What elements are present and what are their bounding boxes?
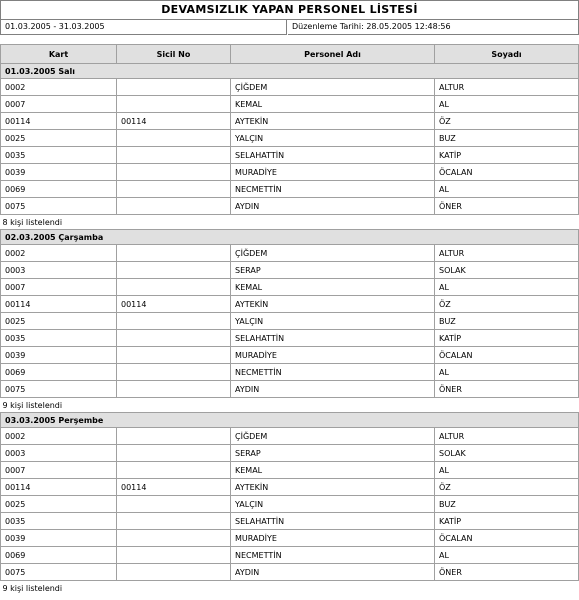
- table-row: [1, 96, 579, 113]
- table-row: [1, 462, 579, 479]
- cell-kart: 0069: [1, 547, 117, 564]
- cell-soyad: AL: [435, 96, 579, 113]
- cell-soyad: ÖZ: [435, 113, 579, 130]
- column-header-kart: Kart: [1, 45, 117, 64]
- cell-soyad: SOLAK: [435, 445, 579, 462]
- cell-kart: 0007: [1, 96, 117, 113]
- cell-ad: KEMAL: [231, 462, 435, 479]
- cell-kart: 0069: [1, 181, 117, 198]
- cell-ad: MURADİYE: [231, 530, 435, 547]
- group-date: 02.03.2005 Çarşamba: [1, 230, 579, 245]
- table-row: [1, 513, 579, 530]
- cell-sicil: 00114: [117, 479, 231, 496]
- cell-sicil: [117, 245, 231, 262]
- cell-soyad: AL: [435, 462, 579, 479]
- cell-ad: SELAHATTİN: [231, 330, 435, 347]
- cell-sicil: [117, 445, 231, 462]
- cell-kart: 0039: [1, 530, 117, 547]
- group-count: 8 kişi listelendi: [2, 217, 63, 227]
- date-group-row: [1, 230, 579, 245]
- cell-kart: 0075: [1, 381, 117, 398]
- cell-ad: AYTEKİN: [231, 479, 435, 496]
- cell-sicil: [117, 530, 231, 547]
- table-row: [1, 313, 579, 330]
- cell-soyad: ÖCALAN: [435, 530, 579, 547]
- cell-sicil: [117, 313, 231, 330]
- cell-sicil: 00114: [117, 113, 231, 130]
- cell-kart: 0075: [1, 564, 117, 581]
- table-row: [1, 164, 579, 181]
- table-header-row: [1, 45, 579, 64]
- cell-soyad: ALTUR: [435, 245, 579, 262]
- cell-kart: 0069: [1, 364, 117, 381]
- cell-soyad: SOLAK: [435, 262, 579, 279]
- table-row: [1, 347, 579, 364]
- column-header-soyad: Soyadı: [435, 45, 579, 64]
- group-count-row: [1, 581, 579, 596]
- cell-ad: NECMETTİN: [231, 181, 435, 198]
- cell-sicil: [117, 181, 231, 198]
- table-row: [1, 530, 579, 547]
- cell-kart: 0007: [1, 279, 117, 296]
- table-body: [1, 64, 579, 596]
- cell-ad: NECMETTİN: [231, 547, 435, 564]
- table-row: [1, 445, 579, 462]
- table-row: [1, 428, 579, 445]
- cell-soyad: KATİP: [435, 330, 579, 347]
- cell-soyad: BUZ: [435, 313, 579, 330]
- cell-soyad: AL: [435, 181, 579, 198]
- table-row: [1, 496, 579, 513]
- cell-sicil: [117, 147, 231, 164]
- cell-ad: SELAHATTİN: [231, 147, 435, 164]
- cell-ad: KEMAL: [231, 279, 435, 296]
- cell-soyad: ÖNER: [435, 564, 579, 581]
- cell-sicil: [117, 462, 231, 479]
- cell-ad: AYTEKİN: [231, 296, 435, 313]
- cell-soyad: ÖNER: [435, 381, 579, 398]
- cell-sicil: [117, 496, 231, 513]
- table-row: [1, 381, 579, 398]
- cell-ad: AYDIN: [231, 198, 435, 215]
- cell-kart: 0039: [1, 347, 117, 364]
- cell-kart: 0003: [1, 262, 117, 279]
- cell-kart: 0002: [1, 428, 117, 445]
- column-header-sicil: Sicil No: [117, 45, 231, 64]
- cell-kart: 0003: [1, 445, 117, 462]
- cell-sicil: [117, 96, 231, 113]
- cell-ad: YALÇIN: [231, 130, 435, 147]
- cell-sicil: [117, 428, 231, 445]
- cell-ad: AYDIN: [231, 381, 435, 398]
- cell-soyad: ALTUR: [435, 428, 579, 445]
- table-row: [1, 79, 579, 96]
- cell-soyad: AL: [435, 547, 579, 564]
- personnel-table: [0, 44, 579, 595]
- cell-kart: 0035: [1, 330, 117, 347]
- cell-sicil: [117, 547, 231, 564]
- table-row: [1, 364, 579, 381]
- cell-ad: SELAHATTİN: [231, 513, 435, 530]
- cell-sicil: [117, 347, 231, 364]
- cell-ad: KEMAL: [231, 96, 435, 113]
- group-count-row: [1, 398, 579, 413]
- cell-kart: 0035: [1, 147, 117, 164]
- date-group-row: [1, 413, 579, 428]
- cell-ad: YALÇIN: [231, 313, 435, 330]
- cell-kart: 0002: [1, 79, 117, 96]
- date-range: 01.03.2005 - 31.03.2005: [0, 19, 287, 35]
- table-row: [1, 147, 579, 164]
- table-row: [1, 479, 579, 496]
- cell-soyad: BUZ: [435, 130, 579, 147]
- cell-kart: 00114: [1, 113, 117, 130]
- cell-soyad: KATİP: [435, 147, 579, 164]
- table-row: [1, 245, 579, 262]
- cell-ad: SERAP: [231, 445, 435, 462]
- cell-kart: 0002: [1, 245, 117, 262]
- cell-sicil: [117, 79, 231, 96]
- cell-sicil: [117, 130, 231, 147]
- cell-kart: 0039: [1, 164, 117, 181]
- cell-ad: MURADİYE: [231, 164, 435, 181]
- cell-soyad: ÖZ: [435, 479, 579, 496]
- cell-ad: ÇİĞDEM: [231, 428, 435, 445]
- printed-date: Düzenleme Tarihi: 28.05.2005 12:48:56: [288, 19, 579, 35]
- cell-sicil: [117, 564, 231, 581]
- cell-ad: ÇİĞDEM: [231, 79, 435, 96]
- table-row: [1, 564, 579, 581]
- cell-ad: NECMETTİN: [231, 364, 435, 381]
- cell-sicil: [117, 279, 231, 296]
- cell-soyad: BUZ: [435, 496, 579, 513]
- cell-ad: SERAP: [231, 262, 435, 279]
- cell-ad: AYTEKİN: [231, 113, 435, 130]
- table-row: [1, 262, 579, 279]
- cell-kart: 00114: [1, 479, 117, 496]
- table-row: [1, 198, 579, 215]
- cell-kart: 00114: [1, 296, 117, 313]
- cell-soyad: ÖNER: [435, 198, 579, 215]
- table-row: [1, 279, 579, 296]
- table-row: [1, 330, 579, 347]
- cell-sicil: [117, 330, 231, 347]
- cell-kart: 0025: [1, 496, 117, 513]
- cell-ad: YALÇIN: [231, 496, 435, 513]
- group-date: 01.03.2005 Salı: [1, 64, 579, 79]
- cell-kart: 0075: [1, 198, 117, 215]
- cell-soyad: ÖZ: [435, 296, 579, 313]
- table-row: [1, 113, 579, 130]
- report-title: DEVAMSIZLIK YAPAN PERSONEL LİSTESİ: [0, 0, 579, 20]
- table-row: [1, 296, 579, 313]
- cell-sicil: [117, 381, 231, 398]
- cell-sicil: 00114: [117, 296, 231, 313]
- cell-sicil: [117, 513, 231, 530]
- date-group-row: [1, 64, 579, 79]
- cell-soyad: KATİP: [435, 513, 579, 530]
- cell-kart: 0025: [1, 313, 117, 330]
- cell-kart: 0035: [1, 513, 117, 530]
- cell-kart: 0007: [1, 462, 117, 479]
- group-count: 9 kişi listelendi: [2, 583, 63, 593]
- cell-ad: ÇİĞDEM: [231, 245, 435, 262]
- group-count: 9 kişi listelendi: [2, 400, 63, 410]
- cell-soyad: ALTUR: [435, 79, 579, 96]
- cell-soyad: AL: [435, 279, 579, 296]
- cell-soyad: AL: [435, 364, 579, 381]
- cell-ad: MURADİYE: [231, 347, 435, 364]
- cell-sicil: [117, 164, 231, 181]
- cell-ad: AYDIN: [231, 564, 435, 581]
- cell-sicil: [117, 262, 231, 279]
- column-header-ad: Personel Adı: [231, 45, 435, 64]
- cell-sicil: [117, 364, 231, 381]
- cell-soyad: ÖCALAN: [435, 347, 579, 364]
- cell-sicil: [117, 198, 231, 215]
- cell-soyad: ÖCALAN: [435, 164, 579, 181]
- group-count-row: [1, 215, 579, 230]
- cell-kart: 0025: [1, 130, 117, 147]
- table-row: [1, 547, 579, 564]
- table-row: [1, 130, 579, 147]
- table-row: [1, 181, 579, 198]
- group-date: 03.03.2005 Perşembe: [1, 413, 579, 428]
